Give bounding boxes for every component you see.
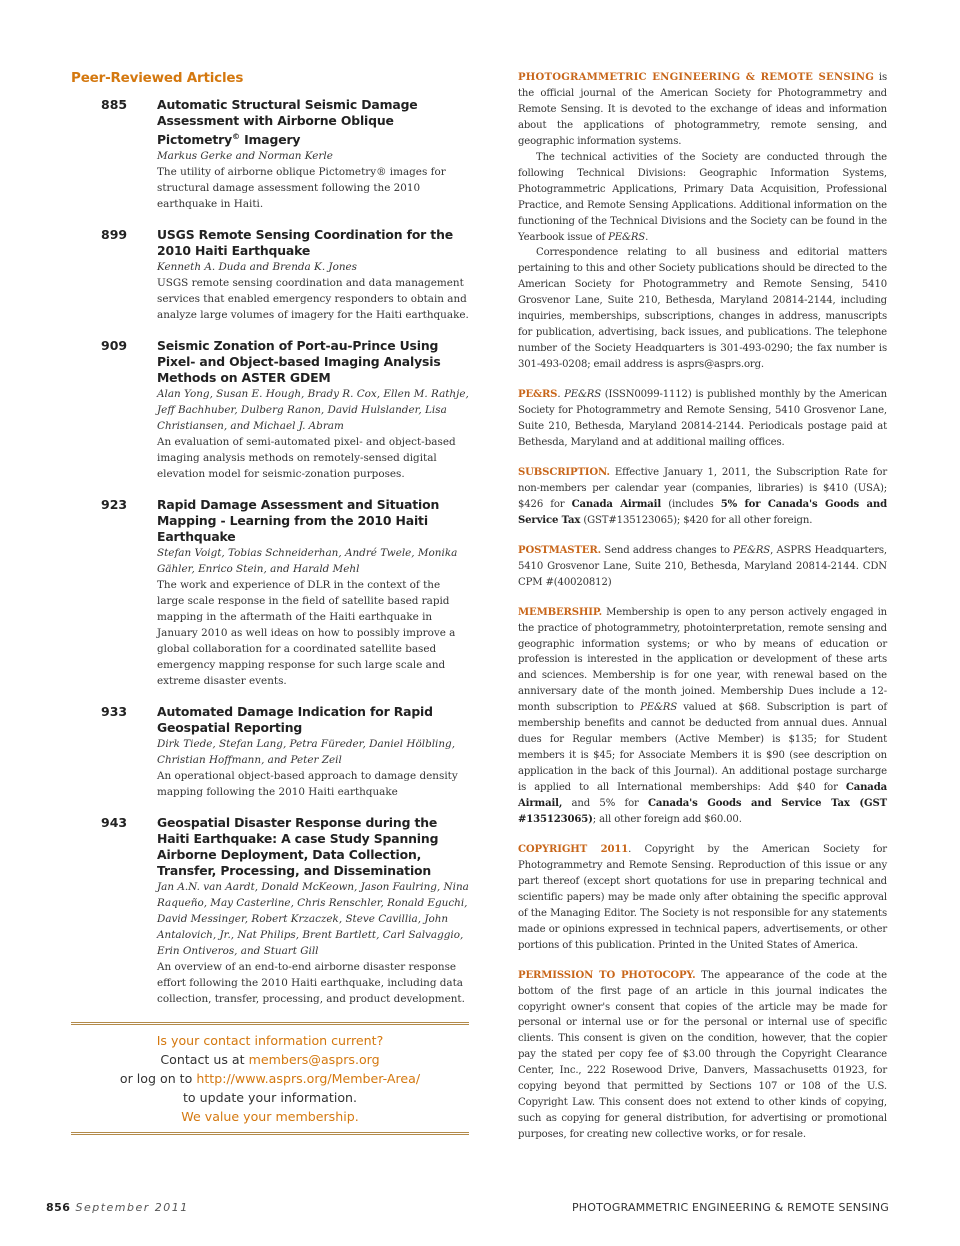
canada-gst-bold: 5% for Canada's Goods and Service Tax	[518, 498, 888, 526]
article-description: An overview of an end-to-end airborne disaster response effort following the 2010 Haiti earthquake, including data collection, transfer, processing, and product development.	[157, 961, 465, 1006]
copyright-text: . Copyright by the American Society for Photogrammetry and Remote Sensing. Reproduction of this issue or any part thereof (except short quotations for use in preparing technical and scientific papers) may be made only after obtaining the specific approval of the Managing Editor. The Society is not responsible for any statements made or opinions expressed in technical papers, advertisements, or other portions of this publication. Printed in the United States of America.	[518, 843, 887, 951]
subscription-text: Effective January 1, 2011, the Subscription Rate for non-members per calendar year (companies, libraries) is $410 (USA); $426 for	[518, 466, 887, 510]
copyright-lead: COPYRIGHT 2011	[518, 843, 629, 855]
subscription-paragraph	[518, 465, 887, 529]
toc-article[interactable]	[71, 227, 469, 323]
article-description: The utility of airborne oblique Pictometry® images for structural damage assessment following the 2010 earthquake in Haiti.	[157, 166, 446, 211]
article-title[interactable]: Rapid Damage Assessment and Situation Mapping - Learning from the 2010 Haiti Earthquake	[157, 497, 440, 545]
contact-prefix: Contact us at	[160, 1052, 249, 1068]
article-page-number: 923	[101, 497, 128, 513]
article-authors: Alan Yong, Susan E. Hough, Brady R. Cox, Ellen M. Rathje, Jeff Bachhuber, Dulberg Ranon, David Hulslander, Lisa Christiansen, and Michael J. Abram	[157, 388, 469, 433]
article-description: An operational object-based approach to damage density mapping following the 2010 Haiti earthquake	[157, 770, 458, 799]
article-page-number: 899	[101, 227, 128, 243]
pers-text: (ISSN0099-1112) is published monthly by the American Society for Photogrammetry and Remote Sensing, 5410 Grosvenor Lane, Suite 210, Bethesda, Maryland 20814-2144. Periodicals postage paid at Bethesda, Maryland and at additional mailing offices.	[518, 389, 887, 448]
canada-gst-bold: Canada's Goods and Service Tax (GST #135123065)	[518, 798, 887, 825]
copyright-symbol: ©	[232, 132, 240, 141]
divisions-paragraph	[518, 150, 887, 246]
article-title-tail: Imagery	[239, 132, 301, 148]
value-membership-text: We value your membership.	[181, 1109, 359, 1125]
membership-paragraph	[518, 605, 887, 828]
toc-article[interactable]	[71, 704, 469, 800]
article-authors: Jan A.N. van Aardt, Donald McKeown, Jason Faulring, Nina Raqueño, May Casterline, Chris Renschler, Ronald Eguchi, David Messinger, Robert Krzaczek, Steve Cavillia, John Antalovich, Jr., Nat Philips, Brent Bartlett, Carl Salvaggio, Erin Ontiveros, and Stuart Gill	[157, 881, 469, 958]
article-page-number: 943	[101, 815, 128, 831]
member-area-link[interactable]: http://www.asprs.org/Member-Area/	[196, 1071, 421, 1087]
page-footer-left	[46, 1201, 189, 1214]
intro-text: is the official journal of the American Society for Photogrammetry and Remote Sensing. It is devoted to the exchange of ideas and information about the applications of photogrammetry, remote sensing, and geographic information systems.	[518, 72, 887, 147]
article-title[interactable]	[157, 97, 469, 148]
article-description: The work and experience of DLR in the context of the large scale response in the field of satellite based rapid mapping in the aftermath of the Haiti earthquake in January 2010 as well ideas on how to possibly improve a global collaboration for a coordinated satellite based emergency mapping response for such large scale and extreme disaster events.	[157, 579, 456, 688]
article-authors: Dirk Tiede, Stefan Lang, Petra Füreder, Daniel Hölbling, Christian Hoffmann, and Peter Zeil	[157, 738, 456, 767]
toc-column	[71, 70, 469, 1135]
contact-info-box	[71, 1022, 469, 1135]
info-column	[518, 70, 887, 1143]
membership-text: valued at $68. Subscription is part of membership benefits and cannot be deducted from annual dues. Annual dues for Regular members (Active Member) is $135; for Student members it is $45; for Associate Members it is $90 (see description on application in the back of this Journal). An additional postage surcharge is applied to all International memberships: Add $40 for	[518, 702, 887, 794]
journal-running-title: PHOTOGRAMMETRIC ENGINEERING & REMOTE SENSING	[571, 1201, 889, 1214]
subscription-lead: SUBSCRIPTION.	[518, 466, 610, 478]
issue-month: September 2011	[75, 1201, 189, 1214]
article-authors: Kenneth A. Duda and Brenda K. Jones	[157, 261, 358, 274]
permission-text: The appearance of the code at the bottom of the first page of an article in this journal indicates the copyright owner's consent that copies of the article may be made for personal or internal use or for the personal or internal use of specific clients. This consent is given on the condition, however, that the copier pay the stated per copy fee of $3.00 through the Copyright Clearance Center, Inc., 222 Rosewood Drive, Danvers, Massachusetts 01923, for copying beyond that permitted by Sections 107 or 108 of the U.S. Copyright Law. This consent does not extend to other kinds of copying, such as copying for general distribution, for advertising or promotional purposes, for creating new collective works, or for resale.	[518, 969, 887, 1141]
permission-lead: PERMISSION TO PHOTOCOPY.	[518, 969, 696, 981]
article-title[interactable]: Automated Damage Indication for Rapid Geospatial Reporting	[157, 704, 433, 736]
contact-question: Is your contact information current?	[156, 1033, 384, 1049]
copyright-paragraph	[518, 842, 887, 954]
article-authors: Markus Gerke and Norman Kerle	[157, 150, 333, 163]
article-title[interactable]: Seismic Zonation of Port-au-Prince Using Pixel- and Object-based Imaging Analysis Methods on ASTER GDEM	[157, 338, 441, 386]
correspondence-paragraph: Correspondence relating to all business and editorial matters pertaining to this and other Society publications should be directed to the American Society for Photogrammetry and Remote Sensing, 5410 Grosvenor Lane, Suite 210, Bethesda, Maryland 20814-2144, including inquiries, memberships, subscriptions, changes in address, manuscripts for publication, advertising, back issues, and publications. The telephone number of the Society Headquarters is 301-493-0290; the fax number is 301-493-0208; email address is asprs@asprs.org.	[518, 247, 887, 371]
membership-text: Membership is open to any person actively engaged in the practice of photogrammetry, photointerpretation, remote sensing and geographic information systems; or who by means of education or profession is interested in the application or development of these arts and sciences. Membership is for one year, with renewal based on the anniversary date of the month joined. Membership Dues include a 12-month subscription to	[518, 606, 887, 714]
postmaster-text: Send address changes to	[600, 544, 734, 556]
journal-name-lead: PHOTOGRAMMETRIC ENGINEERING & REMOTE SENSING	[518, 72, 875, 83]
pers-abbrev: PE&RS	[733, 544, 771, 556]
pers-lead: PE&RS	[518, 389, 558, 401]
canada-airmail-bold: Canada Airmail	[571, 498, 662, 510]
permission-paragraph	[518, 968, 887, 1143]
article-page-number: 909	[101, 338, 128, 354]
toc-article[interactable]	[71, 497, 469, 689]
divisions-text: The technical activities of the Society are conducted through the following Technical Divisions: Geographic Information Systems, Photogrammetric Applications, Primary Data Acquisition, Professional Practice, and Remote Sensing Applications. Additional information on the functioning of the Technical Divisions and the Society can be found in the Yearbook issue of	[518, 151, 887, 243]
toc-article[interactable]	[71, 815, 469, 1007]
subscription-text: (GST#135123065); $420 for all other foreign.	[580, 514, 813, 526]
page-number: 856	[46, 1201, 71, 1214]
members-email-link[interactable]: members@asprs.org	[248, 1052, 380, 1068]
pers-abbrev: PE&RS	[564, 389, 602, 401]
logon-prefix: or log on to	[119, 1071, 197, 1087]
membership-text: ; all other foreign add $60.00.	[592, 813, 742, 825]
canada-airmail-bold: Canada Airmail,	[518, 782, 887, 810]
postmaster-paragraph	[518, 543, 887, 591]
article-page-number: 933	[101, 704, 128, 720]
article-authors: Stefan Voigt, Tobias Schneiderhan, André Twele, Monika Gähler, Enrico Stein, and Harald Mehl	[157, 547, 458, 576]
divisions-tail: .	[645, 231, 649, 243]
toc-article[interactable]	[71, 338, 469, 482]
update-info-text: to update your information.	[182, 1090, 358, 1106]
article-title[interactable]: Geospatial Disaster Response during the Haiti Earthquake: A case Study Spanning Airborne Deployment, Data Collection, Transfer, Processing, and Dissemination	[157, 815, 439, 879]
postmaster-lead: POSTMASTER.	[518, 544, 601, 556]
toc-article[interactable]	[71, 97, 469, 212]
membership-text: and 5% for	[562, 798, 649, 810]
article-description: An evaluation of semi-automated pixel- and object-based imaging analysis methods on remotely-sensed digital elevation model for seismic-zonation purposes.	[157, 436, 456, 481]
article-title-text: Automatic Structural Seismic Damage Assessment with Airborne Oblique Pictometry	[157, 97, 418, 148]
postmaster-text: , ASPRS Headquarters, 5410 Grosvenor Lane, Suite 210, Bethesda, Maryland 20814-2144. CDN CPM #(40020812)	[518, 544, 887, 588]
membership-lead: MEMBERSHIP.	[518, 606, 602, 618]
article-description: USGS remote sensing coordination and data management services that enabled emergency responders to obtain and analyze large volumes of imagery for the Haiti earthquake.	[157, 277, 469, 322]
intro-paragraph	[518, 70, 887, 150]
pers-paragraph: PE&RS. PE&RS (ISSN0099-1112) is published monthly by the American Society for Photogrammetry and Remote Sensing, 5410 Grosvenor Lane, Suite 210, Bethesda, Maryland 20814-2144. Periodicals postage paid at Bethesda, Maryland and at additional mailing offices.	[518, 389, 887, 448]
pers-abbrev: PE&RS	[608, 231, 646, 243]
toc-heading: Peer-Reviewed Articles	[71, 70, 244, 86]
article-page-number: 885	[101, 97, 128, 112]
subscription-text: (includes	[661, 498, 721, 510]
article-title[interactable]: USGS Remote Sensing Coordination for the 2010 Haiti Earthquake	[157, 227, 453, 259]
pers-abbrev: PE&RS	[640, 702, 677, 714]
